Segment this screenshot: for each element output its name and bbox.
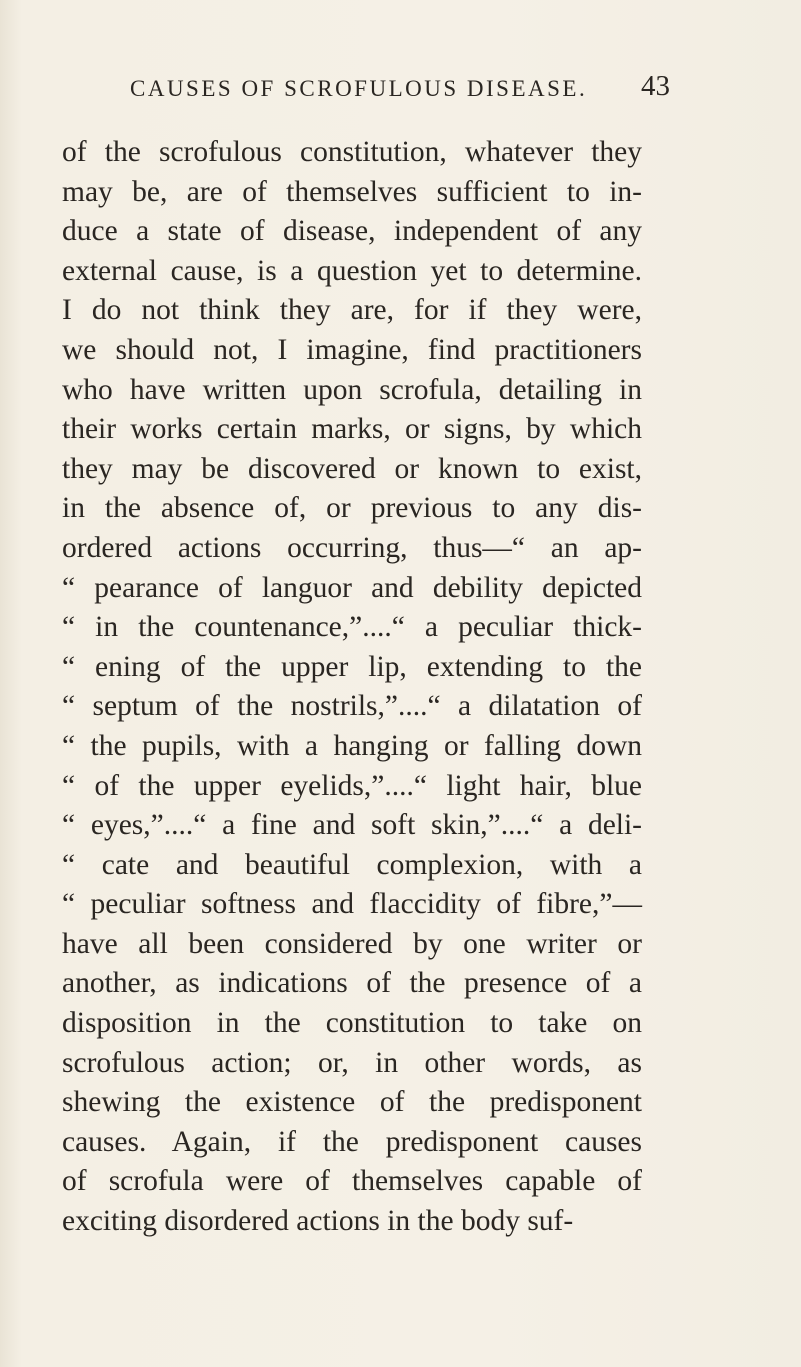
text-line: “ cate and beautiful complexion, with a <box>62 848 642 881</box>
text-line: shewing the existence of the predisponent <box>62 1086 642 1119</box>
text-line: in the absence of, or previous to any dis- <box>62 492 642 525</box>
text-line: “ eyes,”....“ a fine and soft skin,”....“ a deli- <box>62 809 642 842</box>
text-line: I do not think they are, for if they were, <box>62 294 642 327</box>
text-line: “ pearance of languor and debility depicted <box>62 571 642 604</box>
text-line: duce a state of disease, independent of any <box>62 215 642 248</box>
text-line: disposition in the constitution to take on <box>62 1007 642 1040</box>
text-line: “ of the upper eyelids,”....“ light hair, blue <box>62 769 642 802</box>
text-line: another, as indications of the presence of a <box>62 967 642 1000</box>
text-line: of the scrofulous constitution, whatever they <box>62 136 642 168</box>
text-line: their works certain marks, or signs, by which <box>62 413 642 446</box>
text-line: of scrofula were of themselves capable of <box>62 1165 642 1198</box>
text-line: external cause, is a question yet to determine. <box>62 254 642 287</box>
text-line: scrofulous action; or, in other words, as <box>62 1046 642 1079</box>
text-line: ordered actions occurring, thus—“ an ap- <box>62 531 642 564</box>
text-line: “ in the countenance,”....“ a peculiar thick- <box>62 611 642 644</box>
text-line: “ ening of the upper lip, extending to the <box>62 650 642 683</box>
text-line: have all been considered by one writer or <box>62 927 642 960</box>
text-line: who have written upon scrofula, detailing in <box>62 373 642 406</box>
text-line: exciting disordered actions in the body suf- <box>62 1205 574 1238</box>
text-line: “ the pupils, with a hanging or falling down <box>62 729 642 762</box>
text-line: “ septum of the nostrils,”....“ a dilatation of <box>62 690 642 723</box>
page-number: 43 <box>641 70 670 102</box>
text-line: they may be discovered or known to exist, <box>62 452 642 485</box>
text-line: may be, are of themselves sufficient to in- <box>62 175 642 208</box>
text-line: we should not, I imagine, find practitioners <box>62 333 642 366</box>
body-text <box>62 133 642 1242</box>
text-line: causes. Again, if the predisponent causes <box>62 1125 642 1158</box>
running-head <box>130 70 670 110</box>
text-line: “ peculiar softness and flaccidity of fibre,”— <box>62 888 642 921</box>
running-title: CAUSES OF SCROFULOUS DISEASE. <box>130 76 588 101</box>
